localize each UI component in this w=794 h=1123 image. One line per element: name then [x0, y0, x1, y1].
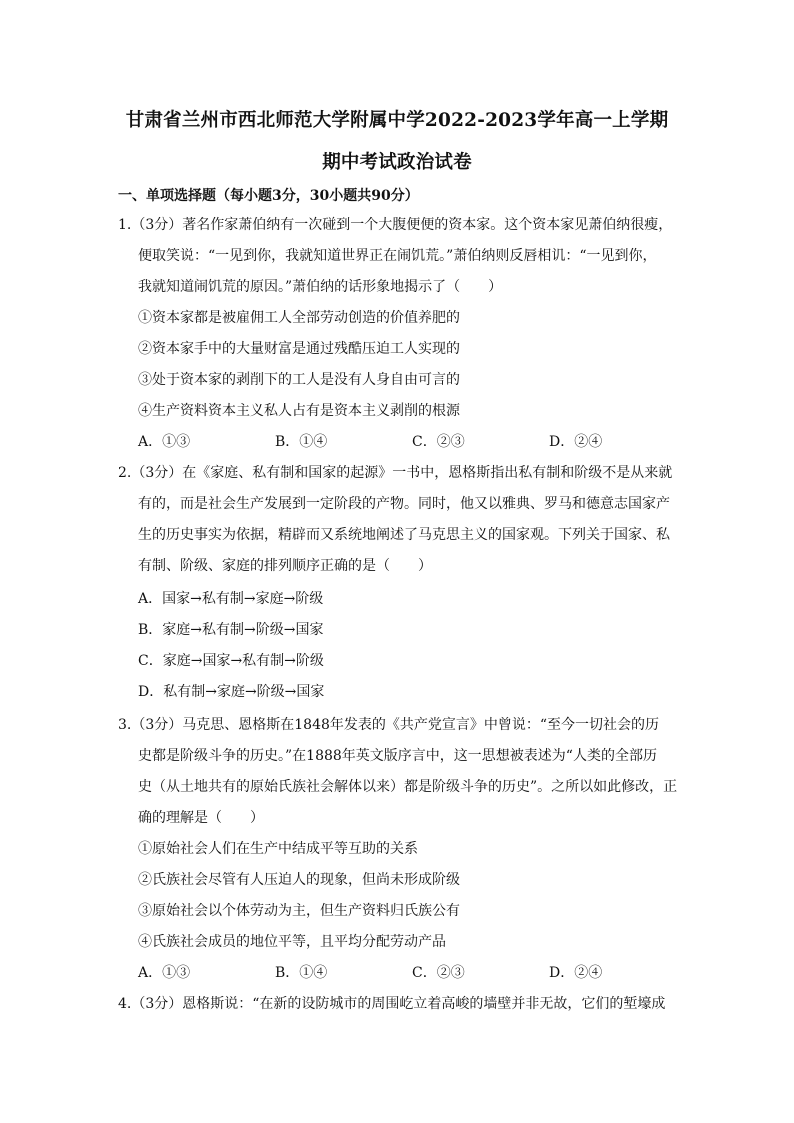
q3-stem-line: 史（从土地共有的原始氏族社会解体以来）都是阶级斗争的历史”。之所以如此修改，正 [138, 779, 678, 795]
section-heading: 一、单项选择题（每小题3分，30小题共90分） [118, 188, 419, 204]
q1-stem-line: 便取笑说：“一见到你，我就知道世界正在闹饥荒。”萧伯纳则反唇相讥：“一见到你， [138, 248, 657, 264]
q1-options [138, 433, 686, 451]
q2-option-b: B．家庭→私有制→阶级→国家 [138, 622, 324, 638]
q3-stem-line: 史都是阶级斗争的历史。”在1888年英文版序言中，这一思想被表述为“人类的全部历 [138, 748, 657, 764]
q3-choice: ①原始社会人们在生产中结成平等互助的关系 [138, 841, 418, 857]
q2-stem-line: 生的历史事实为依据，精辟而又系统地阐述了马克思主义的国家观。下列关于国家、私 [138, 527, 670, 543]
q1-choice: ②资本家手中的大量财富是通过残酷压迫工人实现的 [138, 341, 460, 357]
q3-option-c: C．②③ [412, 965, 465, 981]
q3-option-b: B．①④ [275, 965, 328, 981]
q2-stem-line: 有制、阶级、家庭的排列顺序正确的是（ ） [138, 558, 432, 574]
q2-option-a: A．国家→私有制→家庭→阶级 [138, 591, 324, 607]
q1-option-c: C．②③ [412, 434, 465, 450]
q1-choice: ①资本家都是被雇佣工人全部劳动创造的价值养肥的 [138, 310, 460, 326]
q3-options [138, 964, 686, 982]
q1-stem-line: 1.（3分）著名作家萧伯纳有一次碰到一个大腹便便的资本家。这个资本家见萧伯纳很瘦， [118, 217, 673, 233]
q1-option-d: D．②④ [549, 434, 603, 450]
q3-option-a: A．①③ [138, 965, 191, 981]
exam-title-line-2: 期中考试政治试卷 [322, 152, 472, 173]
q1-choice: ④生产资料资本主义私人占有是资本主义剥削的根源 [138, 403, 460, 419]
q2-option-c: C．家庭→国家→私有制→阶级 [138, 653, 324, 669]
q3-stem-line: 3.（3分）马克思、恩格斯在1848年发表的《共产党宣言》中曾说：“至今一切社会的历 [118, 717, 660, 733]
q2-stem-line: 有的，而是社会生产发展到一定阶段的产物。同时，他又以雅典、罗马和德意志国家产 [138, 496, 670, 512]
exam-title-line-1: 甘肃省兰州市西北师范大学附属中学2022-2023学年高一上学期 [125, 110, 669, 131]
q1-choice: ③处于资本家的剥削下的工人是没有人身自由可言的 [138, 372, 460, 388]
q3-option-d: D．②④ [549, 965, 603, 981]
q3-choice: ③原始社会以个体劳动为主，但生产资料归氏族公有 [138, 903, 460, 919]
q3-choice: ④氏族社会成员的地位平等，且平均分配劳动产品 [138, 934, 446, 950]
q2-option-d: D．私有制→家庭→阶级→国家 [138, 684, 325, 700]
q2-stem-line: 2.（3分）在《家庭、私有制和国家的起源》一书中，恩格斯指出私有制和阶级不是从来就 [118, 465, 673, 481]
q1-stem-line: 我就知道闹饥荒的原因。”萧伯纳的话形象地揭示了（ ） [138, 279, 503, 295]
q3-stem-line: 确的理解是（ ） [138, 810, 264, 826]
q1-option-a: A．①③ [138, 434, 191, 450]
q4-stem-line: 4.（3分）恩格斯说：“在新的设防城市的周围屹立着高峻的墙壁并非无故，它们的堑壕成 [118, 996, 666, 1012]
q3-choice: ②氏族社会尽管有人压迫人的现象，但尚未形成阶级 [138, 872, 460, 888]
q1-option-b: B．①④ [275, 434, 328, 450]
